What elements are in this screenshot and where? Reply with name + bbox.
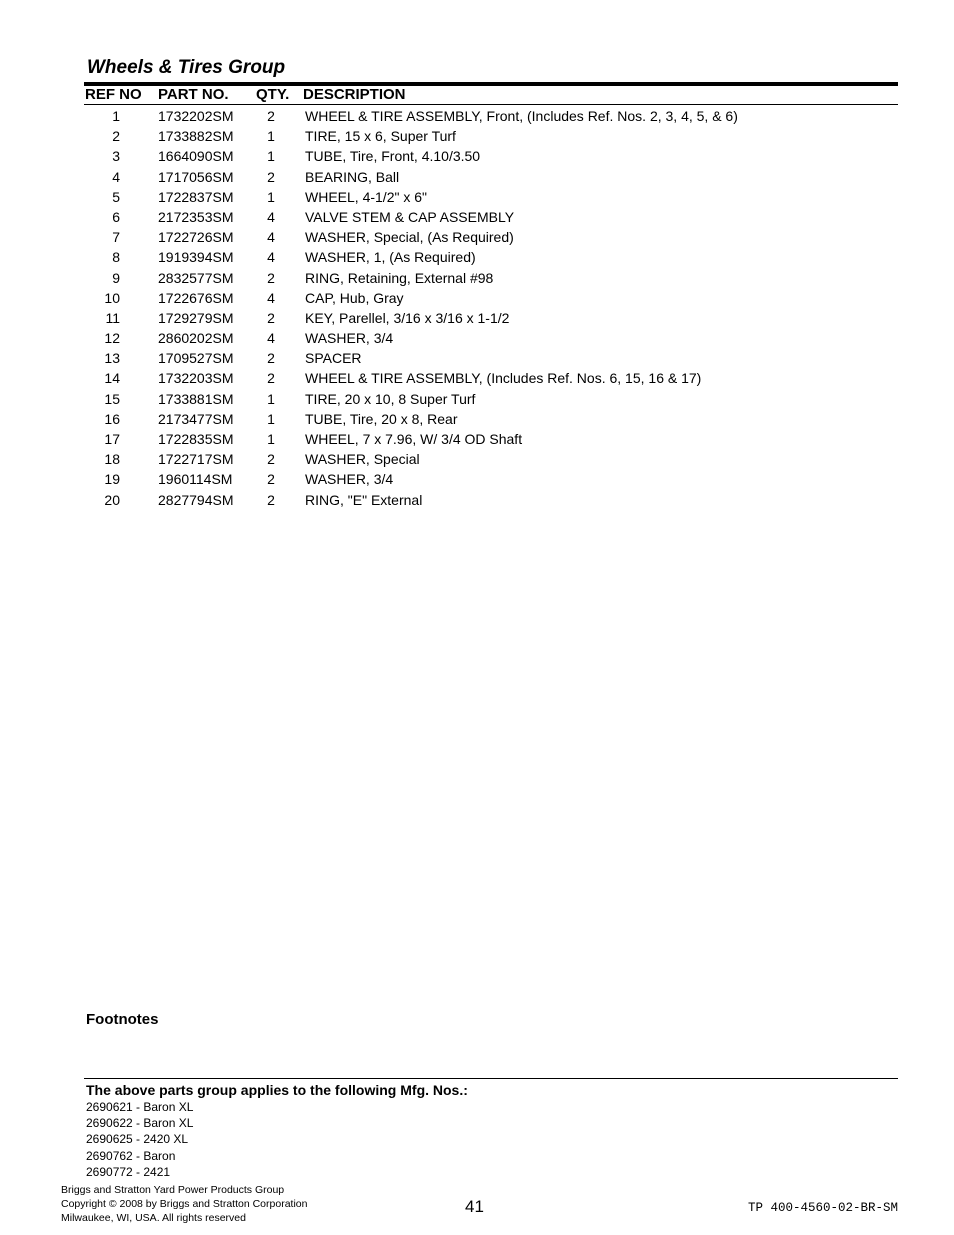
table-row — [84, 288, 898, 308]
table-row — [84, 268, 898, 288]
location-line: Milwaukee, WI, USA. All rights reserved — [61, 1212, 246, 1224]
company-info — [61, 1183, 307, 1225]
table-row — [84, 409, 898, 429]
part-no-cell: 1717056SM — [158, 168, 234, 185]
part-no-cell: 2172353SM — [158, 208, 234, 225]
ref-no-cell: 4 — [112, 168, 120, 185]
table-row — [84, 106, 898, 126]
table-row — [84, 187, 898, 207]
qty-cell: 4 — [267, 208, 275, 225]
description-cell: WASHER, 3/4 — [305, 471, 394, 488]
description-cell: WASHER, Special — [305, 451, 420, 468]
ref-no-cell: 16 — [104, 410, 120, 427]
qty-cell: 1 — [267, 148, 275, 165]
description-cell: TIRE, 15 x 6, Super Turf — [305, 128, 456, 145]
part-no-cell: 1919394SM — [158, 249, 234, 266]
ref-no-cell: 9 — [112, 269, 120, 286]
qty-cell: 4 — [267, 289, 275, 306]
qty-cell: 2 — [267, 370, 275, 387]
part-no-cell: 1732202SM — [158, 108, 234, 124]
header-qty: QTY. — [256, 86, 290, 103]
table-row — [84, 449, 898, 469]
part-no-cell: 2832577SM — [158, 269, 234, 286]
table-row — [84, 389, 898, 409]
mfg-number-item: 2690625 - 2420 XL — [86, 1132, 189, 1147]
description-cell: WASHER, Special, (As Required) — [305, 229, 514, 246]
mfg-number-item: 2690622 - Baron XL — [86, 1116, 194, 1131]
description-cell: BEARING, Ball — [305, 168, 400, 185]
company-name: Briggs and Stratton Yard Power Products Group — [61, 1184, 285, 1196]
parts-table-body — [84, 106, 898, 510]
ref-no-cell: 15 — [104, 390, 120, 407]
header-ref-no: REF NO — [85, 86, 142, 103]
part-no-cell: 1722837SM — [158, 188, 234, 205]
part-no-cell: 1722676SM — [158, 289, 234, 306]
part-no-cell: 1733882SM — [158, 128, 234, 145]
ref-no-cell: 14 — [104, 370, 120, 387]
table-row — [84, 368, 898, 388]
table-row — [84, 167, 898, 187]
qty-cell: 2 — [267, 471, 275, 488]
ref-no-cell: 13 — [104, 350, 120, 367]
document-code: TP 400-4560-02-BR-SM — [747, 1201, 898, 1215]
part-no-cell: 1733881SM — [158, 390, 234, 407]
table-row — [84, 207, 898, 227]
description-cell: KEY, Parellel, 3/16 x 3/16 x 1-1/2 — [305, 309, 510, 326]
table-row — [84, 308, 898, 328]
table-row — [84, 247, 898, 267]
ref-no-cell: 2 — [112, 128, 120, 145]
description-cell: VALVE STEM & CAP ASSEMBLY — [305, 208, 515, 225]
table-row — [84, 490, 898, 510]
description-cell: WHEEL, 7 x 7.96, W/ 3/4 OD Shaft — [305, 431, 523, 447]
qty-cell: 4 — [267, 330, 275, 347]
applies-divider — [84, 1078, 898, 1079]
description-cell: SPACER — [305, 350, 362, 367]
ref-no-cell: 20 — [104, 491, 120, 508]
part-no-cell: 1729279SM — [158, 309, 234, 326]
page-number: 41 — [465, 1197, 484, 1216]
qty-cell: 2 — [267, 451, 275, 468]
qty-cell: 2 — [267, 168, 275, 185]
part-no-cell: 1709527SM — [158, 350, 234, 367]
description-cell: WHEEL & TIRE ASSEMBLY, (Includes Ref. Nos. 6, 15, 16 & 17) — [305, 370, 702, 387]
qty-cell: 2 — [267, 491, 275, 508]
part-no-cell: 1722717SM — [158, 451, 234, 468]
mfg-number-item: 2690621 - Baron XL — [86, 1100, 194, 1114]
table-row — [84, 469, 898, 489]
description-cell: TUBE, Tire, Front, 4.10/3.50 — [305, 148, 481, 165]
table-header — [84, 86, 898, 105]
ref-no-cell: 17 — [104, 431, 120, 447]
table-row — [84, 227, 898, 247]
qty-cell: 4 — [267, 229, 275, 246]
ref-no-cell: 12 — [104, 330, 120, 347]
part-no-cell: 2827794SM — [158, 491, 234, 508]
ref-no-cell: 6 — [112, 208, 120, 225]
description-cell: RING, Retaining, External #98 — [305, 269, 494, 286]
ref-no-cell: 1 — [112, 108, 120, 124]
table-row — [84, 328, 898, 348]
ref-no-cell: 11 — [105, 309, 120, 326]
description-cell: WASHER, 1, (As Required) — [305, 249, 476, 266]
qty-cell: 2 — [267, 309, 275, 326]
ref-no-cell: 18 — [104, 451, 120, 468]
page-title: Wheels & Tires Group — [87, 57, 286, 78]
qty-cell: 1 — [267, 431, 275, 447]
part-no-cell: 1732203SM — [158, 370, 234, 387]
ref-no-cell: 19 — [104, 471, 120, 488]
qty-cell: 4 — [267, 249, 275, 266]
ref-no-cell: 5 — [112, 188, 120, 205]
qty-cell: 2 — [267, 350, 275, 367]
ref-no-cell: 10 — [104, 289, 120, 306]
table-row — [84, 429, 898, 449]
description-cell: WASHER, 3/4 — [305, 330, 394, 347]
description-cell: RING, "E" External — [305, 491, 423, 508]
copyright-line: Copyright © 2008 by Briggs and Stratton Corporation — [61, 1198, 308, 1210]
applies-heading: The above parts group applies to the following Mfg. Nos.: — [86, 1082, 468, 1098]
qty-cell: 1 — [267, 410, 275, 427]
description-cell: TUBE, Tire, 20 x 8, Rear — [305, 410, 458, 427]
part-no-cell: 1722726SM — [158, 229, 234, 246]
qty-cell: 1 — [267, 390, 275, 407]
footnotes-heading: Footnotes — [86, 1011, 159, 1028]
table-row — [84, 348, 898, 368]
description-cell: TIRE, 20 x 10, 8 Super Turf — [305, 390, 476, 407]
part-no-cell: 1664090SM — [158, 148, 234, 165]
qty-cell: 1 — [267, 128, 275, 145]
table-row — [84, 126, 898, 146]
table-row — [84, 146, 898, 166]
qty-cell: 2 — [267, 269, 275, 286]
part-no-cell: 2173477SM — [158, 410, 234, 427]
description-cell: WHEEL & TIRE ASSEMBLY, Front, (Includes Ref. Nos. 2, 3, 4, 5, & 6) — [305, 108, 738, 124]
ref-no-cell: 8 — [112, 249, 120, 266]
qty-cell: 2 — [267, 108, 275, 124]
part-no-cell: 2860202SM — [158, 330, 234, 347]
header-description: DESCRIPTION — [303, 86, 406, 103]
header-part-no: PART NO. — [158, 86, 229, 103]
qty-cell: 1 — [267, 188, 275, 205]
mfg-number-item: 2690762 - Baron — [86, 1148, 176, 1163]
ref-no-cell: 7 — [112, 229, 120, 246]
part-no-cell: 1960114SM — [158, 471, 233, 488]
mfg-number-list — [86, 1099, 193, 1180]
ref-no-cell: 3 — [112, 148, 120, 165]
mfg-number-item: 2690772 - 2421 — [86, 1164, 171, 1179]
description-cell: WHEEL, 4-1/2" x 6" — [305, 188, 427, 205]
description-cell: CAP, Hub, Gray — [305, 289, 404, 306]
part-no-cell: 1722835SM — [158, 431, 234, 447]
